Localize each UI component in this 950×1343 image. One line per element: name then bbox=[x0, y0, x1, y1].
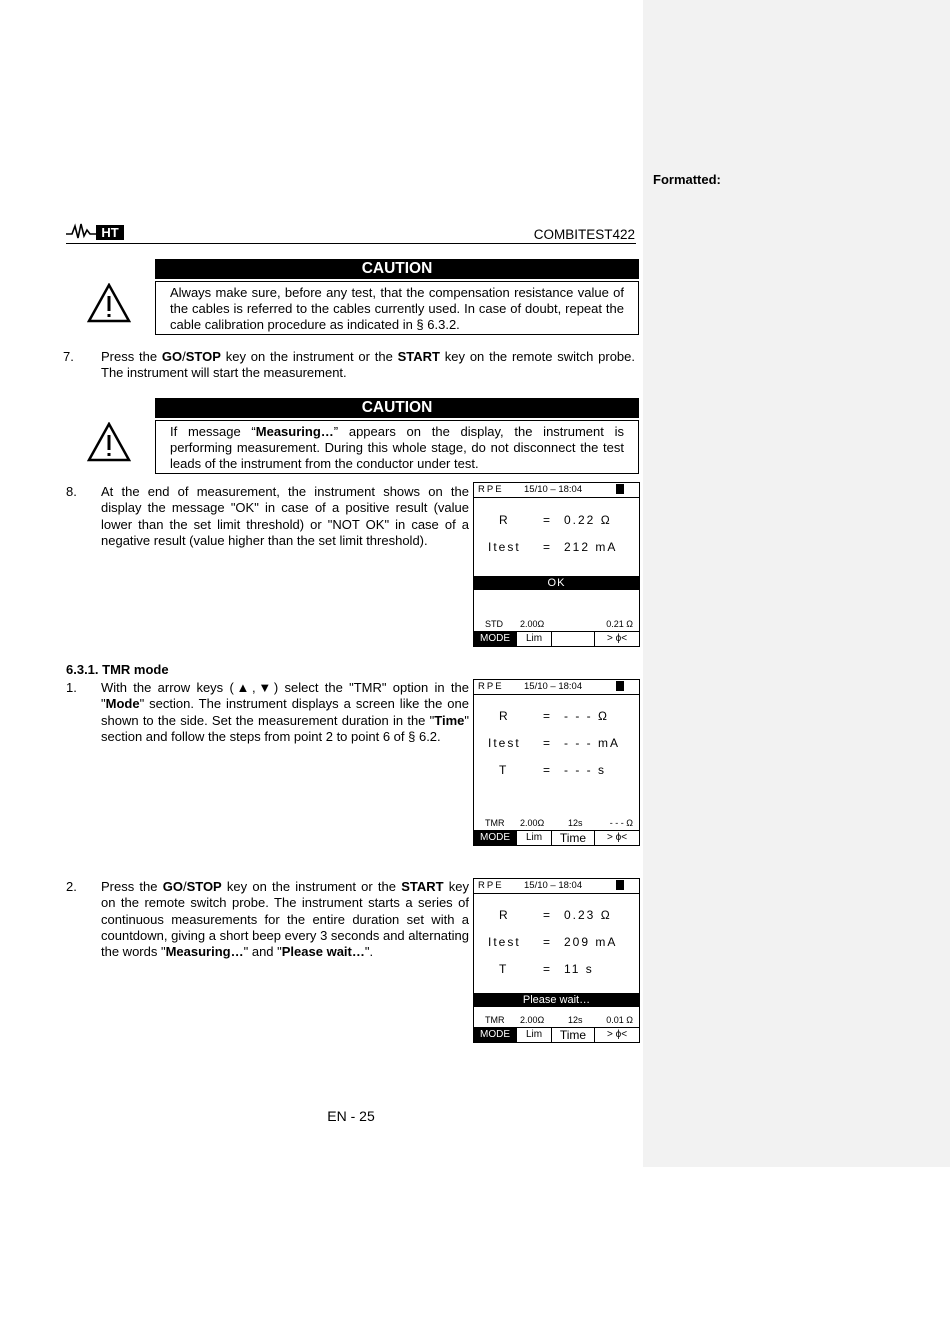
time-value: 11 s bbox=[564, 962, 594, 976]
battery-icon bbox=[616, 880, 624, 890]
caution-title: CAUTION bbox=[155, 259, 639, 279]
r-value: 0.22 Ω bbox=[564, 513, 612, 527]
tmr-step-2-text: Press the GO/STOP key on the instrument or the START key on the remote switch probe. The instrument starts a series of continuous measurements for the entire duration set with a countdown, giving a short beep every 3 seconds and alternating the words "Measuring…" and "Please wait…". bbox=[101, 879, 470, 960]
logo-text: HT bbox=[101, 225, 119, 240]
caution-text: If message “Measuring…” appears on the display, the instrument is performing measurement. During this whole stage, do not disconnect the test leads of the instrument from the conductor under test. bbox=[155, 420, 639, 474]
step-number: 7. bbox=[63, 349, 74, 364]
itest-value: - - - mA bbox=[564, 736, 620, 750]
time-eq: = bbox=[543, 763, 553, 777]
status-message: OK bbox=[474, 576, 639, 590]
r-eq: = bbox=[543, 709, 553, 723]
status-message: Please wait… bbox=[474, 993, 639, 1007]
softkey-time: Time bbox=[552, 1028, 595, 1042]
comment-label: Formatted: bbox=[653, 172, 721, 187]
document-title: COMBITEST422 bbox=[533, 227, 635, 242]
time-label: T bbox=[499, 763, 509, 777]
screen-mode-label: RPE bbox=[478, 681, 504, 692]
itest-eq: = bbox=[543, 935, 553, 949]
softkey-bar bbox=[474, 1027, 639, 1042]
r-label: R bbox=[499, 709, 510, 723]
itest-value: 212 mA bbox=[564, 540, 618, 554]
itest-value: 209 mA bbox=[564, 935, 618, 949]
step-number: 1. bbox=[66, 680, 77, 695]
caution-text: Always make sure, before any test, that the compensation resistance value of the cables is referred to the cables currently used. In case of doubt, repeat the cable calibration procedure as indicated in § 6.3.2. bbox=[155, 281, 639, 335]
step-number: 8. bbox=[66, 484, 77, 499]
caution-title: CAUTION bbox=[155, 398, 639, 418]
info-line: STD 2.00Ω 0.21 Ω bbox=[485, 619, 633, 629]
softkey-compensation: > ϕ< bbox=[606, 633, 628, 644]
itest-label: Itest bbox=[488, 540, 521, 554]
softkey-bar bbox=[474, 631, 639, 646]
softkey-mode: MODE bbox=[474, 632, 517, 646]
itest-eq: = bbox=[543, 540, 553, 554]
caution-box-1 bbox=[155, 259, 639, 335]
screen-mode-label: RPE bbox=[478, 484, 504, 495]
instrument-screen-measuring bbox=[473, 878, 640, 1043]
time-label: T bbox=[499, 962, 509, 976]
step-7-text: Press the GO/STOP key on the instrument or the START key on the remote switch probe. The instrument will start the measurement. bbox=[101, 349, 635, 381]
instrument-screen-ok bbox=[473, 482, 640, 647]
itest-label: Itest bbox=[488, 935, 521, 949]
itest-label: Itest bbox=[488, 736, 521, 750]
softkey-lim: Lim bbox=[517, 1028, 552, 1042]
battery-icon bbox=[616, 681, 624, 691]
info-line: TMR 2.00Ω 12s - - - Ω bbox=[485, 818, 633, 828]
softkey-compensation: > ϕ< bbox=[606, 1029, 628, 1040]
softkey-compensation: > ϕ< bbox=[606, 832, 628, 843]
ht-logo bbox=[66, 220, 126, 242]
softkey-lim: Lim bbox=[517, 831, 552, 845]
header-rule bbox=[66, 243, 636, 244]
warning-icon bbox=[87, 283, 131, 323]
instrument-screen-tmr bbox=[473, 679, 640, 846]
info-line: TMR 2.00Ω 12s 0.01 Ω bbox=[485, 1015, 633, 1025]
softkey-bar bbox=[474, 830, 639, 845]
r-value: - - - Ω bbox=[564, 709, 609, 723]
tmr-step-1-text: With the arrow keys (▲,▼) select the "TMR" option in the "Mode" section. The instrument displays a screen like the one shown to the side. Set the measurement duration in the "Time" section and follow the steps from point 2 to point 6 of § 6.2. bbox=[101, 680, 469, 744]
softkey-lim: Lim bbox=[517, 632, 552, 646]
r-eq: = bbox=[543, 513, 553, 527]
screen-datetime: 15/10 – 18:04 bbox=[524, 880, 583, 891]
time-eq: = bbox=[543, 962, 553, 976]
softkey-mode: MODE bbox=[474, 1028, 517, 1042]
screen-datetime: 15/10 – 18:04 bbox=[524, 484, 583, 495]
r-label: R bbox=[499, 908, 510, 922]
softkey-mode: MODE bbox=[474, 831, 517, 845]
r-label: R bbox=[499, 513, 510, 527]
r-eq: = bbox=[543, 908, 553, 922]
screen-mode-label: RPE bbox=[478, 880, 504, 891]
warning-icon bbox=[87, 422, 131, 462]
page-number: EN - 25 bbox=[327, 1108, 375, 1124]
itest-eq: = bbox=[543, 736, 553, 750]
r-value: 0.23 Ω bbox=[564, 908, 612, 922]
section-heading: 6.3.1. TMR mode bbox=[66, 662, 169, 677]
battery-icon bbox=[616, 484, 624, 494]
step-number: 2. bbox=[66, 879, 77, 894]
caution-box-2 bbox=[155, 398, 639, 474]
time-value: - - - s bbox=[564, 763, 606, 777]
softkey-empty bbox=[552, 632, 595, 646]
screen-datetime: 15/10 – 18:04 bbox=[524, 681, 583, 692]
step-8-text: At the end of measurement, the instrument shows on the display the message "OK" in case of a positive result (value lower than the set limit threshold) or "NOT OK" in case of a negative result (value higher than the set limit threshold). bbox=[101, 484, 469, 548]
softkey-time: Time bbox=[552, 831, 595, 845]
